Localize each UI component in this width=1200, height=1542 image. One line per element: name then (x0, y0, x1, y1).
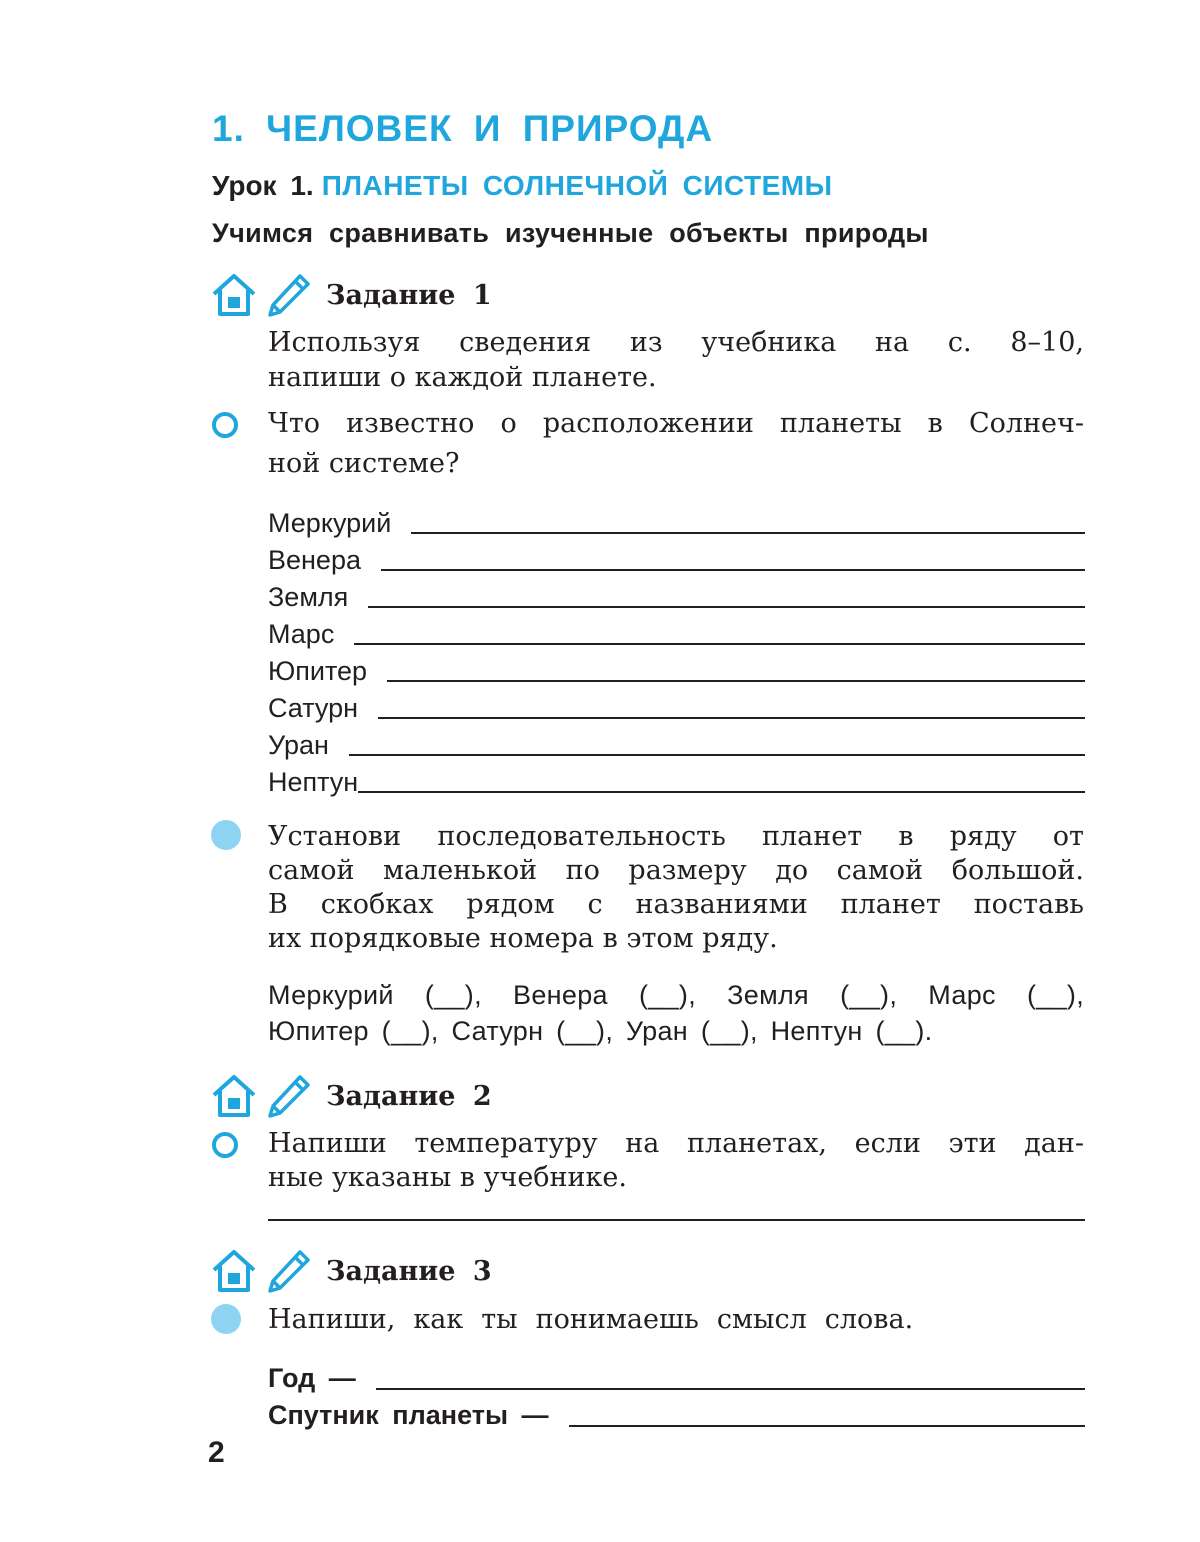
lesson-heading (212, 170, 833, 202)
task1-order-line3: В скобках рядом с названиями планет поставь (268, 889, 1084, 920)
answer-row-mars[interactable] (268, 613, 1085, 649)
home-icon (214, 1252, 254, 1290)
answer-line[interactable] (354, 643, 1085, 645)
answer-row-mercury[interactable] (268, 502, 1085, 538)
task1-order-line1: Установи последовательность планет в ряду от (268, 821, 1084, 852)
answer-line[interactable] (349, 754, 1085, 756)
answer-line[interactable] (387, 680, 1085, 682)
ring-marker-icon (212, 412, 238, 438)
planet-label: Земля (268, 582, 349, 612)
planet-label: Нептун (268, 767, 359, 797)
task1-question-line2: ной системе? (268, 448, 460, 479)
pencil-icon (270, 1077, 308, 1116)
planet-label: Уран (268, 730, 329, 760)
lesson-label: Урок 1. (212, 170, 314, 201)
term-label: Спутник планеты — (268, 1400, 549, 1430)
task1-question-line1: Что известно о расположении планеты в Солнеч- (268, 408, 1084, 439)
task1-intro-line2: напиши о каждой планете. (268, 362, 657, 393)
sequence-line2[interactable]: Юпитер (__), Сатурн (__), Уран (__), Нептун (__). (268, 1016, 933, 1046)
filled-marker-icon (211, 820, 241, 850)
answer-line[interactable] (376, 1388, 1085, 1390)
task3-text: Напиши, как ты понимаешь смысл слова. (268, 1304, 914, 1335)
chapter-title: 1. ЧЕЛОВЕК И ПРИРОДА (212, 108, 714, 149)
answer-line[interactable] (368, 606, 1085, 608)
task1-icons (210, 272, 314, 320)
page-number: 2 (208, 1436, 225, 1469)
term-label: Год — (268, 1363, 356, 1393)
planet-label: Сатурн (268, 693, 359, 723)
planet-label: Венера (268, 545, 361, 575)
lesson-name: ПЛАНЕТЫ СОЛНЕЧНОЙ СИСТЕМЫ (321, 170, 833, 201)
answer-line[interactable] (411, 532, 1085, 534)
answer-row-saturn[interactable] (268, 687, 1085, 723)
home-icon (214, 1077, 254, 1115)
answer-line[interactable] (358, 791, 1085, 793)
lesson-subtitle: Учимся сравнивать изученные объекты природы (212, 218, 929, 248)
planet-label: Марс (268, 619, 335, 649)
task2-title: Задание 2 (326, 1081, 492, 1112)
sequence-line1[interactable]: Меркурий (__), Венера (__), Земля (__), Марс (__), (268, 980, 1084, 1010)
task1-intro-line1: Используя сведения из учебника на с. 8–10, (268, 327, 1084, 358)
task1-order-line4: их порядковые номера в этом ряду. (268, 923, 778, 954)
pencil-icon (270, 1252, 308, 1291)
ring-marker-icon (212, 1132, 238, 1158)
answer-row-venus[interactable] (268, 539, 1085, 575)
answer-line[interactable] (378, 717, 1085, 719)
home-icon (214, 276, 254, 314)
task1-title: Задание 1 (326, 280, 492, 311)
planet-label: Меркурий (268, 508, 392, 538)
answer-row-jupiter[interactable] (268, 650, 1085, 686)
filled-marker-icon (211, 1304, 241, 1334)
task2-answer-line[interactable] (268, 1219, 1085, 1221)
answer-line[interactable] (569, 1425, 1085, 1427)
task2-text-line1: Напиши температуру на планетах, если эти дан- (268, 1128, 1084, 1159)
answer-row-uranus[interactable] (268, 724, 1085, 760)
pencil-icon (270, 276, 308, 315)
answer-line[interactable] (381, 569, 1085, 571)
answer-row-earth[interactable] (268, 576, 1085, 612)
task2-text-line2: ные указаны в учебнике. (268, 1162, 627, 1193)
task2-icons (210, 1073, 314, 1121)
task3-title: Задание 3 (326, 1256, 492, 1287)
planet-label: Юпитер (268, 656, 368, 686)
answer-row-neptune[interactable] (268, 761, 1085, 797)
definition-row-year[interactable] (268, 1358, 1085, 1394)
task3-icons (210, 1248, 314, 1296)
definition-row-satellite[interactable] (268, 1395, 1085, 1431)
task1-order-line2: самой маленькой по размеру до самой большой. (268, 855, 1084, 886)
